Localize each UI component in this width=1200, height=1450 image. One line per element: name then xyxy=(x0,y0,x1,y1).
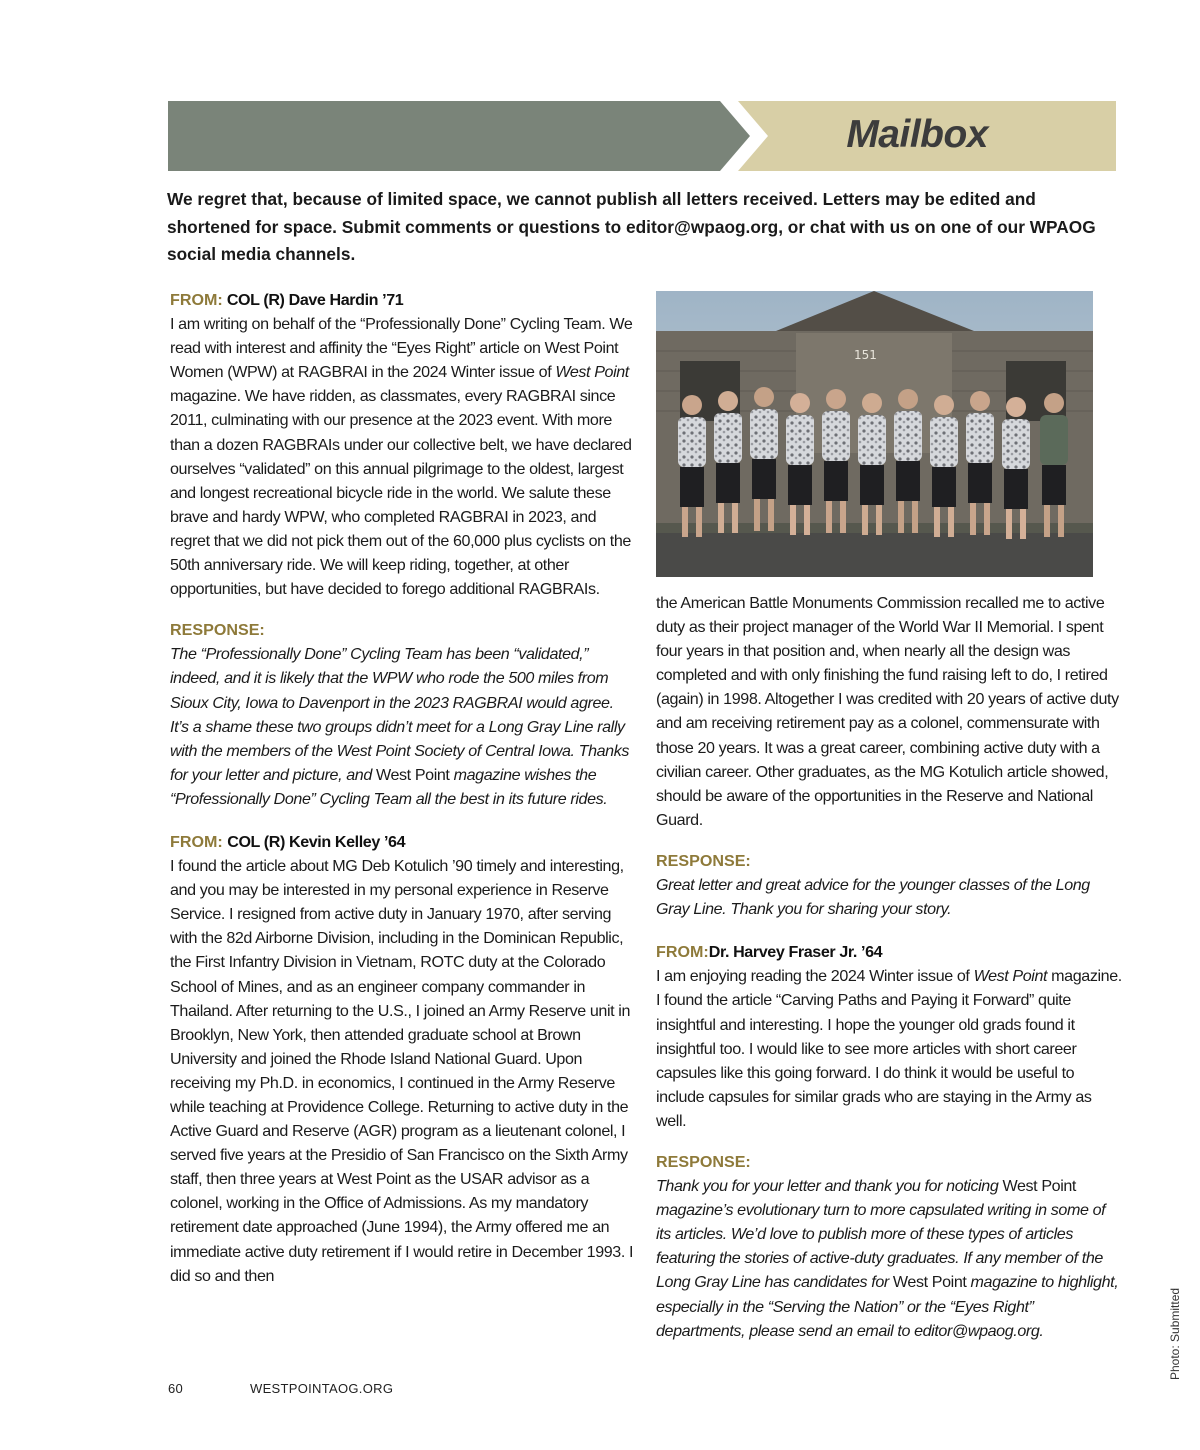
response-text: magazine to highlight, especially in the “Serving the Nation” or the “Eyes Right” departments, please send an email to editor@wpaog.org. xyxy=(656,1273,1119,1340)
letter-body-text: magazine. I found the article “Carving Paths and Paying it Forward” quite insightful and interesting. I hope the younger old grads found it insightful too. I would like to see more articles with short career capsules like this going forward. I do think it would be useful to include capsules for similar grads who are staying in the Army as well. xyxy=(656,967,1122,1130)
letter-author: COL (R) Kevin Kelley ’64 xyxy=(227,832,406,851)
letter-body-text: I am enjoying reading the 2024 Winter issue of xyxy=(656,967,974,986)
page-number: 60 xyxy=(168,1381,184,1396)
letter-body-text: I found the article about MG Deb Kotulich ’90 timely and interesting, and you may be interested in my personal experience in Reserve Service. I resigned from active duty in January 1970, after serving with the 82d Airborne Division, including in the Dominican Republic, the First Infantry Division in Vietnam, ROTC duty at the Colorado School of Mines, and as an engineer company commander in Thailand. After returning to the U.S., I joined an Army Reserve unit in Brooklyn, New York, then attended graduate school at Brown University and joined the Rhode Island National Guard. Upon receiving my Ph.D. in economics, I continued in the Army Reserve while teaching at Providence College. Returning to active duty in the Active Guard and Reserve (AGR) program as a lieutenant colonel, I served five years at the Presidio of San Francisco on the Sixth Army staff, then three years at West Point as the USAR advisor as a colonel, working in the Office of Admissions. As my mandatory retirement date approached (June 1994), the Army offered me an immediate active duty retirement if I would retire in December 1993. I did so and then xyxy=(170,857,634,1285)
team-photo xyxy=(656,291,1093,577)
response-text: Great letter and great advice for the younger classes of the Long Gray Line. Thank you for sharing your story. xyxy=(656,876,1090,919)
response-label: RESPONSE: xyxy=(656,1152,751,1171)
from-label: FROM: xyxy=(170,832,228,851)
banner-dark-band xyxy=(168,101,750,171)
letter-1 xyxy=(170,288,636,601)
from-label: FROM: xyxy=(656,943,709,962)
right-column xyxy=(656,591,1124,1343)
letter-author: COL (R) Dave Hardin ’71 xyxy=(226,291,404,309)
intro-note: We regret that, because of limited space, we cannot publish all letters received. Letters may be edited and shortened for space. Submit comments or questions to editor@wpaog.org, or chat with us on one of our WPAOG social media channels. xyxy=(167,189,1096,264)
response-text: magazine’s evolutionary turn to more capsulated writing in some of its articles. We’d love to publish more of these types of articles featuring the stories of active-duty graduates. If any member of the Long Gray Line has candidates for xyxy=(656,1201,1106,1292)
photo-credit: Photo: Submitted xyxy=(1168,1287,1182,1380)
letter-3 xyxy=(656,940,1124,1133)
team-photo-illustration xyxy=(656,291,1093,577)
letter-2 xyxy=(170,830,636,1288)
letter-2-continued xyxy=(656,591,1124,832)
response-text: magazine wishes the “Professionally Done” Cycling Team all the best in its future rides. xyxy=(170,765,608,808)
section-banner xyxy=(168,101,1116,171)
response-text: The “Professionally Done” Cycling Team has been “validated,” indeed, and it is likely that the WPW who rode the 500 miles from Sioux City, Iowa to Davenport in the 2023 RAGBRAI would agree. It’s a shame these two groups didn’t meet for a Long Gray Line rally with the members of the West Point Society of Central Iowa. Thanks for your letter and picture, and xyxy=(170,645,630,784)
response-3 xyxy=(656,1150,1124,1343)
section-title: Mailbox xyxy=(846,113,988,156)
from-label: FROM: xyxy=(170,291,223,309)
site-url: WESTPOINTAOG.ORG xyxy=(250,1381,394,1396)
response-label: RESPONSE: xyxy=(656,851,751,870)
response-label: RESPONSE: xyxy=(170,621,265,640)
letter-body-text: I am writing on behalf of the “Professionally Done” Cycling Team. We read with interest and affinity the “Eyes Right” article on West Point Women (WPW) at RAGBRAI in the 2024 Winter issue of xyxy=(170,315,633,382)
response-2 xyxy=(656,849,1124,921)
magazine-title: West Point xyxy=(973,967,1048,986)
letter-body-text: the American Battle Monuments Commission recalled me to active duty as their project manager of the World War II Memorial. I spent four years in that position and, when nearly all the design was completed and with only finishing the fund raising left to do, I retired (again) in 1998. Altogether I was credited with 20 years of active duty and am receiving retirement pay as a colonel, commensurate with those 20 years. It was a great career, combining active duty with a civilian career. Other graduates, as the MG Kotulich article showed, should be aware of the opportunities in the Reserve and National Guard. xyxy=(656,594,1119,829)
response-text: Thank you for your letter and thank you for noticing xyxy=(656,1177,1003,1196)
magazine-title: West Point xyxy=(555,363,629,382)
letter-author: Dr. Harvey Fraser Jr. ’64 xyxy=(708,943,883,962)
magazine-title: West Point xyxy=(892,1273,967,1292)
letter-body-text: magazine. We have ridden, as classmates, every RAGBRAI since 2011, culminating with our presence at the 2023 event. With more than a dozen RAGBRAIs under our collective belt, we have declared ourselves “validated” on this annual pilgrimage to the oldest, largest and longest recreational bicycle ride in the world. We salute these brave and hardy WPW, who completed RAGBRAI in 2023, and regret that we did not pick them out of the 60,000 plus cyclists on the 50th anniversary ride. We will keep riding, together, at other opportunities, but have decided to forego additional RAGBRAIs. xyxy=(170,387,632,599)
magazine-title: West Point xyxy=(375,765,450,784)
building-number: 151 xyxy=(854,348,877,362)
magazine-title: West Point xyxy=(1002,1177,1077,1196)
left-column xyxy=(170,288,636,1288)
response-1 xyxy=(170,618,636,811)
